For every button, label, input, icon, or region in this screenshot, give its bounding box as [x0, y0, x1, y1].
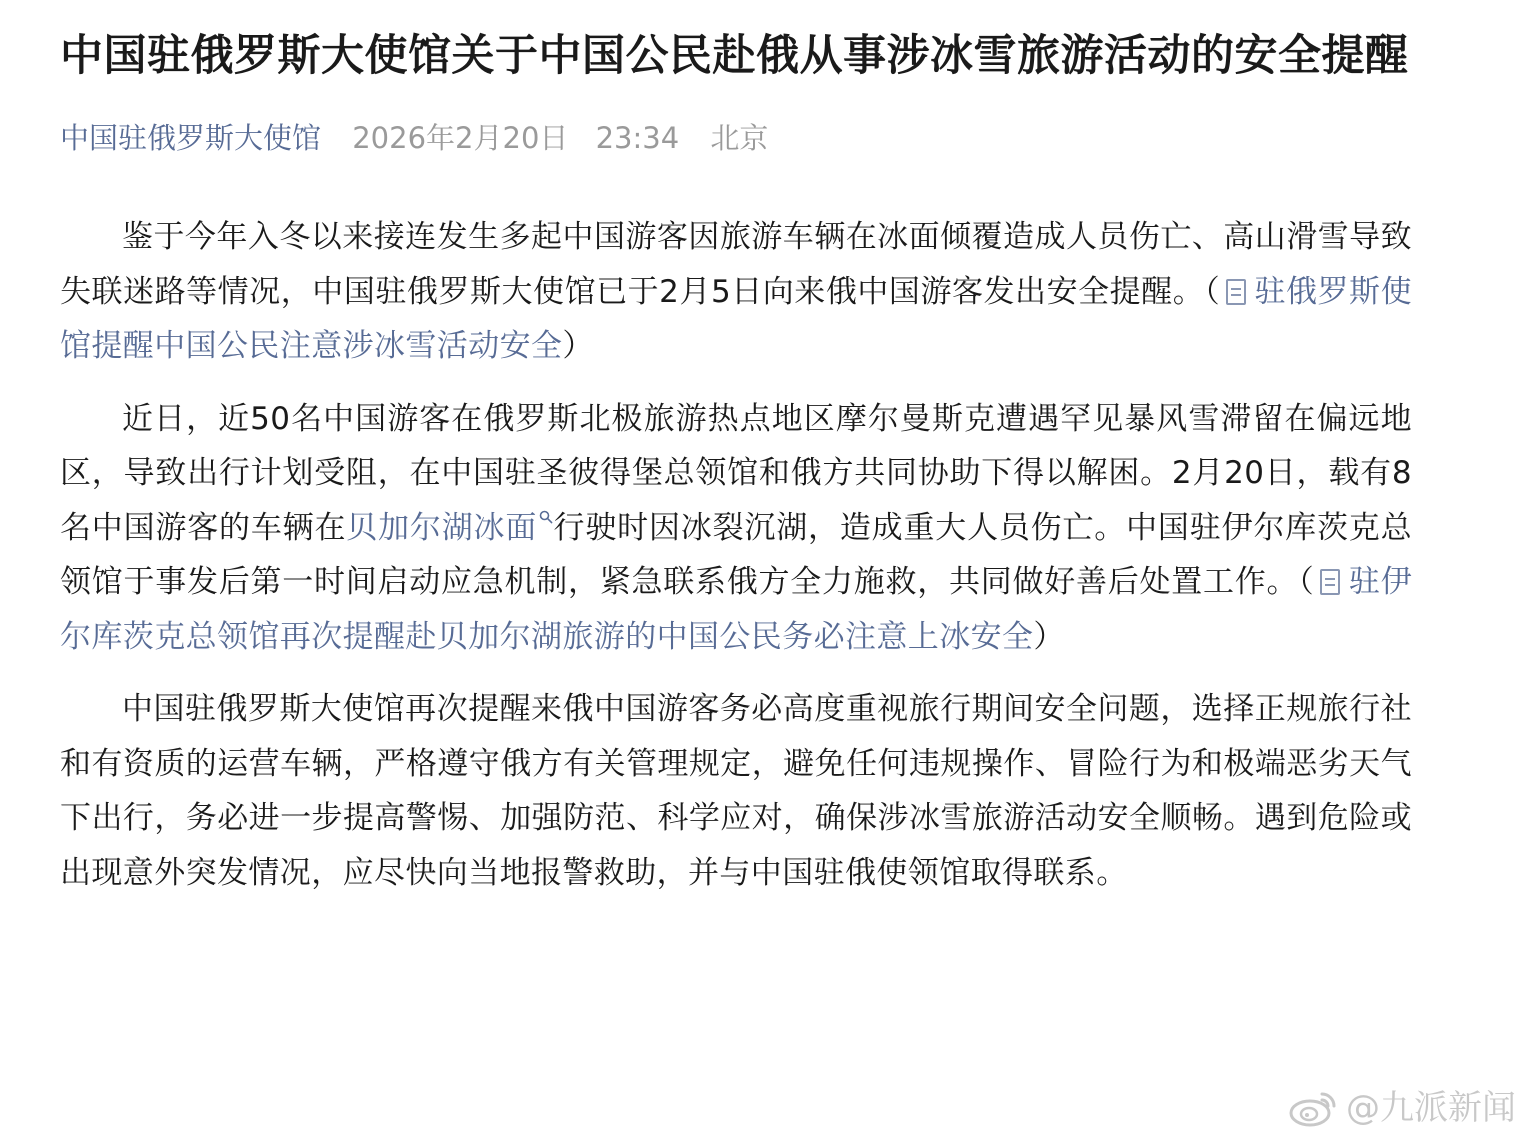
publish-location: 北京 — [710, 121, 769, 155]
document-icon — [1226, 279, 1246, 305]
search-term-label: 贝加尔湖冰面 — [346, 509, 538, 546]
watermark-text: @九派新闻 — [1346, 1088, 1516, 1128]
account-name-link[interactable]: 中国驻俄罗斯大使馆 — [60, 121, 322, 155]
paragraph-2 — [60, 392, 1412, 665]
article-page — [60, 26, 1412, 918]
paragraph-1-text: 鉴于今年入冬以来接连发生多起中国游客因旅游车辆在冰面倾覆造成人员伤亡、高山滑雪导致失联迷路等情况，中国驻俄罗斯大使馆已于2月5日向来俄中国游客发出安全提醒。（ — [60, 219, 1412, 310]
paragraph-3: 中国驻俄罗斯大使馆再次提醒来俄中国游客务必高度重视旅行期间安全问题，选择正规旅行社和有资质的运营车辆，严格遵守俄方有关管理规定，避免任何违规操作、冒险行为和极端恶劣天气下出行，务必进一步提高警惕、加强防范、科学应对，确保涉冰雪旅游活动安全顺畅。遇到危险或出现意外突发情况，应尽快向当地报警救助，并与中国驻俄使领馆取得联系。 — [60, 691, 1412, 891]
weibo-icon — [1288, 1088, 1340, 1128]
publish-time: 23:34 — [595, 121, 680, 155]
related-article-link-1-label: 驻俄罗斯使馆提醒中国公民注意涉冰雪活动安全 — [60, 273, 1412, 364]
document-icon — [1320, 569, 1340, 595]
article-body — [60, 210, 1412, 900]
search-term-link[interactable] — [346, 510, 553, 546]
search-icon — [539, 510, 553, 524]
paragraph-2-close: ） — [1033, 618, 1065, 655]
paragraph-2-text-a: 近日，近50名中国游客在俄罗斯北极旅游热点地区摩尔曼斯克遭遇罕见暴风雪滞留在偏远地区，导致出行计划受阻，在中国驻圣彼得堡总领馆和俄方共同协助下得以解困。2月20日，载有8名中国游客的车辆在 — [60, 400, 1412, 546]
article-title: 中国驻俄罗斯大使馆关于中国公民赴俄从事涉冰雪旅游活动的安全提醒 — [60, 31, 1409, 81]
watermark — [1288, 1086, 1516, 1130]
publish-date: 2026年2月20日 — [352, 121, 569, 155]
article-meta — [60, 118, 1412, 158]
paragraph-1-close: ） — [562, 328, 594, 364]
paragraph-2-text-b: 行驶时因冰裂沉湖，造成重大人员伤亡。中国驻伊尔库茨克总领馆于事发后第一时间启动应急机制，紧急联系俄方全力施救，共同做好善后处置工作。（ — [60, 509, 1412, 600]
related-article-link-2-label: 驻伊尔库茨克总领馆再次提醒赴贝加尔湖旅游的中国公民务必注意上冰安全 — [60, 564, 1412, 655]
paragraph-1 — [60, 210, 1412, 374]
